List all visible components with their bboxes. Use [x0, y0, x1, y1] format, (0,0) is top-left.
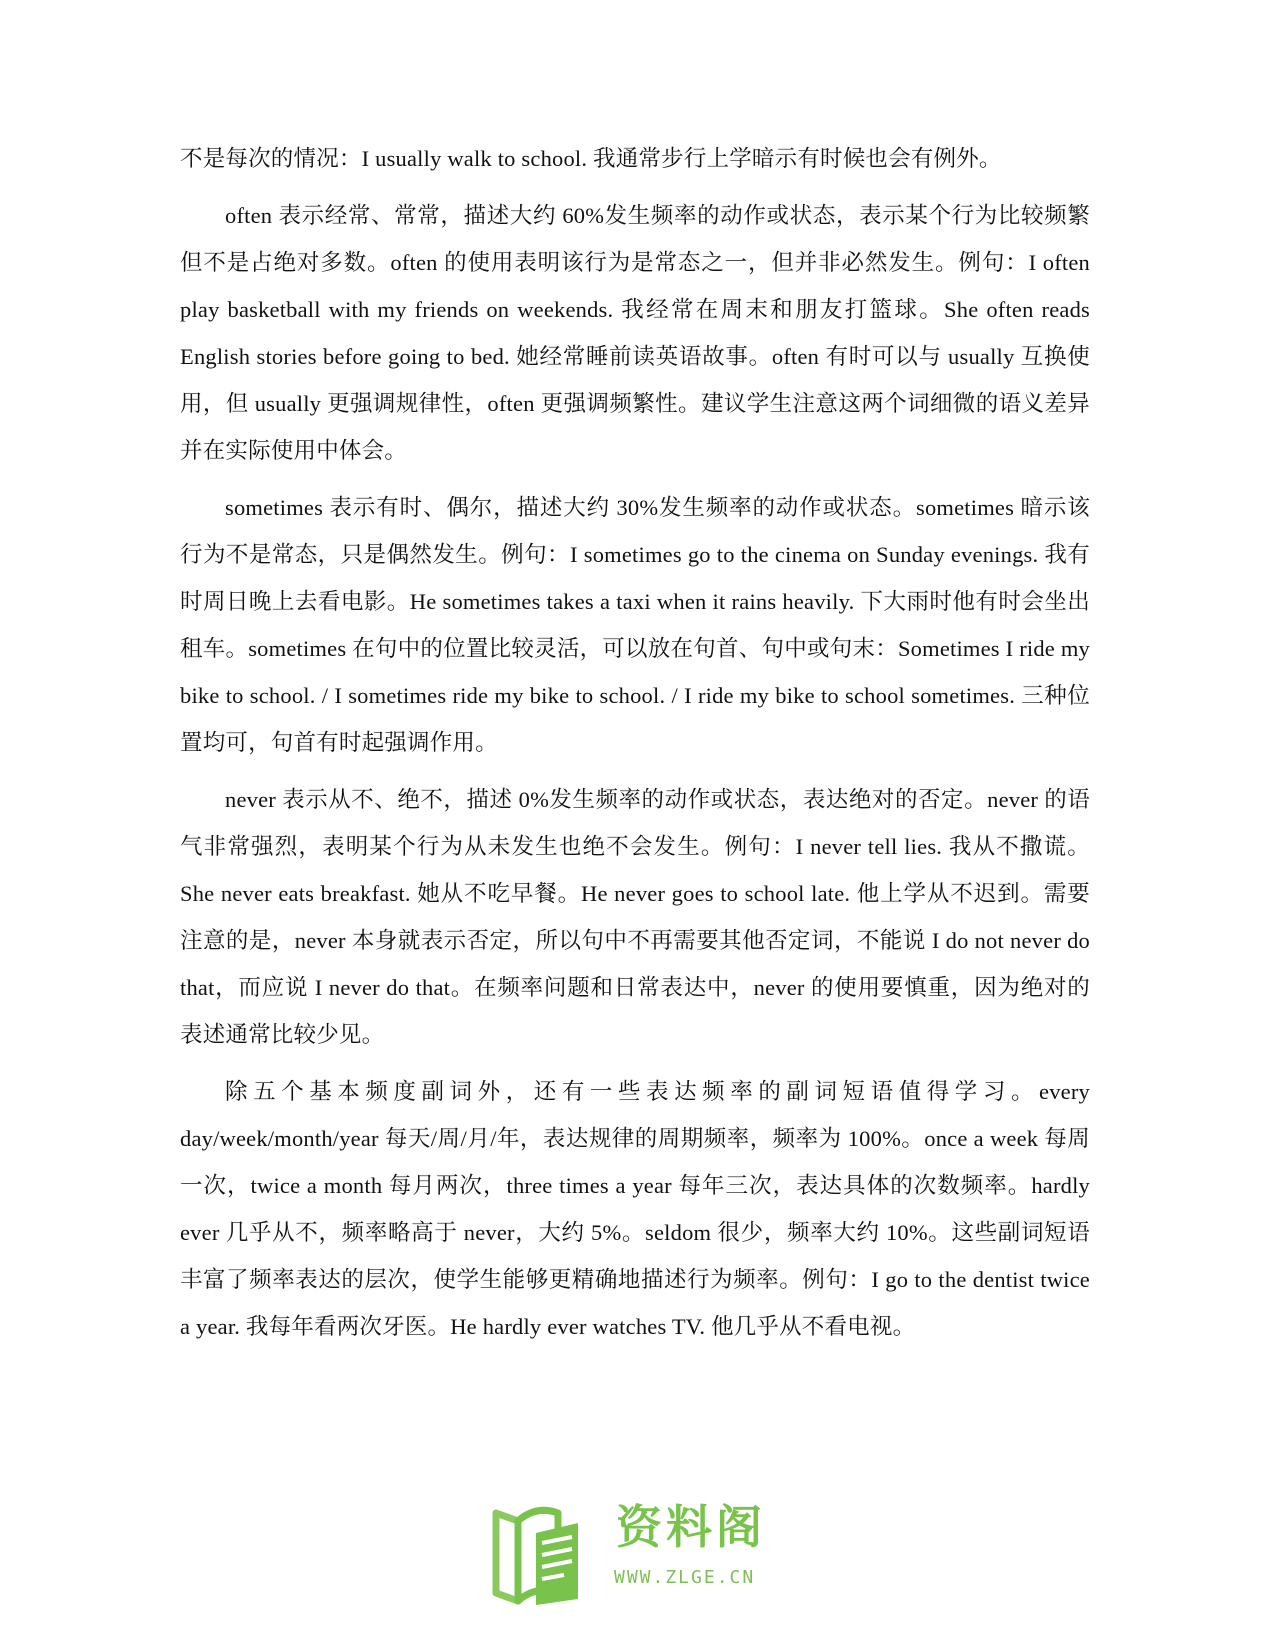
document-body: [180, 135, 1090, 1360]
paragraph-often: often 表示经常、常常，描述大约 60%发生频率的动作或状态，表示某个行为比较频繁但不是占绝对多数。often 的使用表明该行为是常态之一，但并非必然发生。例句：I often play basketball with my friends on weekends. 我经常在周末和朋友打篮球。She often reads English stories before going to bed. 她经常睡前读英语故事。often 有时可以与 usually 互换使用，但 usually 更强调规律性，often 更强调频繁性。建议学生注意这两个词细微的语义差异并在实际使用中体会。: [180, 203, 1090, 463]
paragraph-sometimes: sometimes 表示有时、偶尔，描述大约 30%发生频率的动作或状态。sometimes 暗示该行为不是常态，只是偶然发生。例句：I sometimes go to the cinema on Sunday evenings. 我有时周日晚上去看电影。He sometimes takes a taxi when it rains heavily. 下大雨时他有时会坐出租车。sometimes 在句中的位置比较灵活，可以放在句首、句中或句末：Sometimes I ride my bike to school. / I sometimes ride my bike to school. / I ride my bike to school sometimes. 三种位置均可，句首有时起强调作用。: [180, 495, 1090, 755]
watermark-logo: [488, 1493, 778, 1613]
watermark-name: 资料阁: [616, 1500, 766, 1554]
watermark-url: WWW.ZLGE.CN: [614, 1567, 756, 1588]
paragraph-usually-continued: 不是每次的情况：I usually walk to school. 我通常步行上学暗示有时候也会有例外。: [180, 146, 1002, 171]
paragraph-never: never 表示从不、绝不，描述 0%发生频率的动作或状态，表达绝对的否定。never 的语气非常强烈，表明某个行为从未发生也绝不会发生。例句：I never tell lies. 我从不撒谎。She never eats breakfast. 她从不吃早餐。He never goes to school late. 他上学从不迟到。需要注意的是，never 本身就表示否定，所以句中不再需要其他否定词，不能说 I do not never do that，而应说 I never do that。在频率问题和日常表达中，never 的使用要慎重，因为绝对的表述通常比较少见。: [180, 787, 1090, 1047]
book-logo-icon: [488, 1493, 608, 1613]
paragraph-adverb-phrases: 除五个基本频度副词外，还有一些表达频率的副词短语值得学习。every day/week/month/year 每天/周/月/年，表达规律的周期频率，频率为 100%。once a week 每周一次，twice a month 每月两次，three times a year 每年三次，表达具体的次数频率。hardly ever 几乎从不，频率略高于 never，大约 5%。seldom 很少，频率大约 10%。这些副词短语丰富了频率表达的层次，使学生能够更精确地描述行为频率。例句：I go to the dentist twice a year. 我每年看两次牙医。He hardly ever watches TV. 他几乎从不看电视。: [180, 1079, 1090, 1339]
